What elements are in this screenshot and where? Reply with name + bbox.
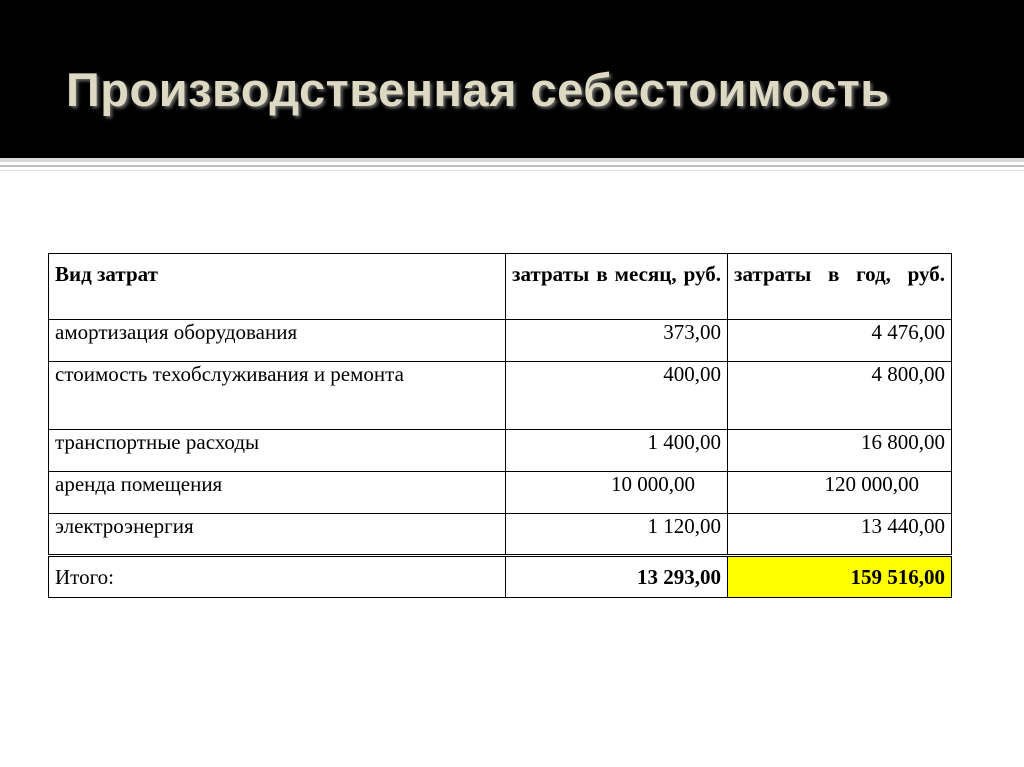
yearly-cost-cell: 13 440,00: [728, 514, 952, 556]
header-cost-type: Вид затрат: [49, 254, 506, 320]
header-divider: [0, 170, 1024, 171]
monthly-cost-cell: 373,00: [506, 320, 728, 362]
total-label: Итого:: [49, 556, 506, 598]
monthly-cost-cell: 1 400,00: [506, 430, 728, 472]
header-monthly-cost: затраты в месяц, руб.: [506, 254, 728, 320]
header-yearly-cost: затраты в год, руб.: [728, 254, 952, 320]
yearly-cost-cell: 120 000,00: [728, 472, 952, 514]
table-row: [49, 320, 952, 362]
cost-type-cell: электроэнергия: [49, 514, 506, 556]
cost-type-cell: стоимость техобслуживания и ремонта: [49, 362, 506, 430]
header-divider: [0, 165, 1024, 167]
table-row: [49, 514, 952, 556]
cost-table: [48, 253, 952, 598]
total-monthly-cost: 13 293,00: [506, 556, 728, 598]
total-yearly-cost: 159 516,00: [728, 556, 952, 598]
yearly-cost-cell: 4 476,00: [728, 320, 952, 362]
table-row: [49, 362, 952, 430]
total-row: [49, 556, 952, 598]
table-header-row: [49, 254, 952, 320]
monthly-cost-cell: 10 000,00: [506, 472, 728, 514]
yearly-cost-cell: 16 800,00: [728, 430, 952, 472]
table-row: [49, 430, 952, 472]
table-row: [49, 472, 952, 514]
monthly-cost-cell: 1 120,00: [506, 514, 728, 556]
slide-title: Производственная себестоимость: [66, 63, 890, 116]
monthly-cost-cell: 400,00: [506, 362, 728, 430]
cost-type-cell: аренда помещения: [49, 472, 506, 514]
header-divider: [0, 158, 1024, 162]
yearly-cost-cell: 4 800,00: [728, 362, 952, 430]
cost-type-cell: амортизация оборудования: [49, 320, 506, 362]
cost-type-cell: транспортные расходы: [49, 430, 506, 472]
